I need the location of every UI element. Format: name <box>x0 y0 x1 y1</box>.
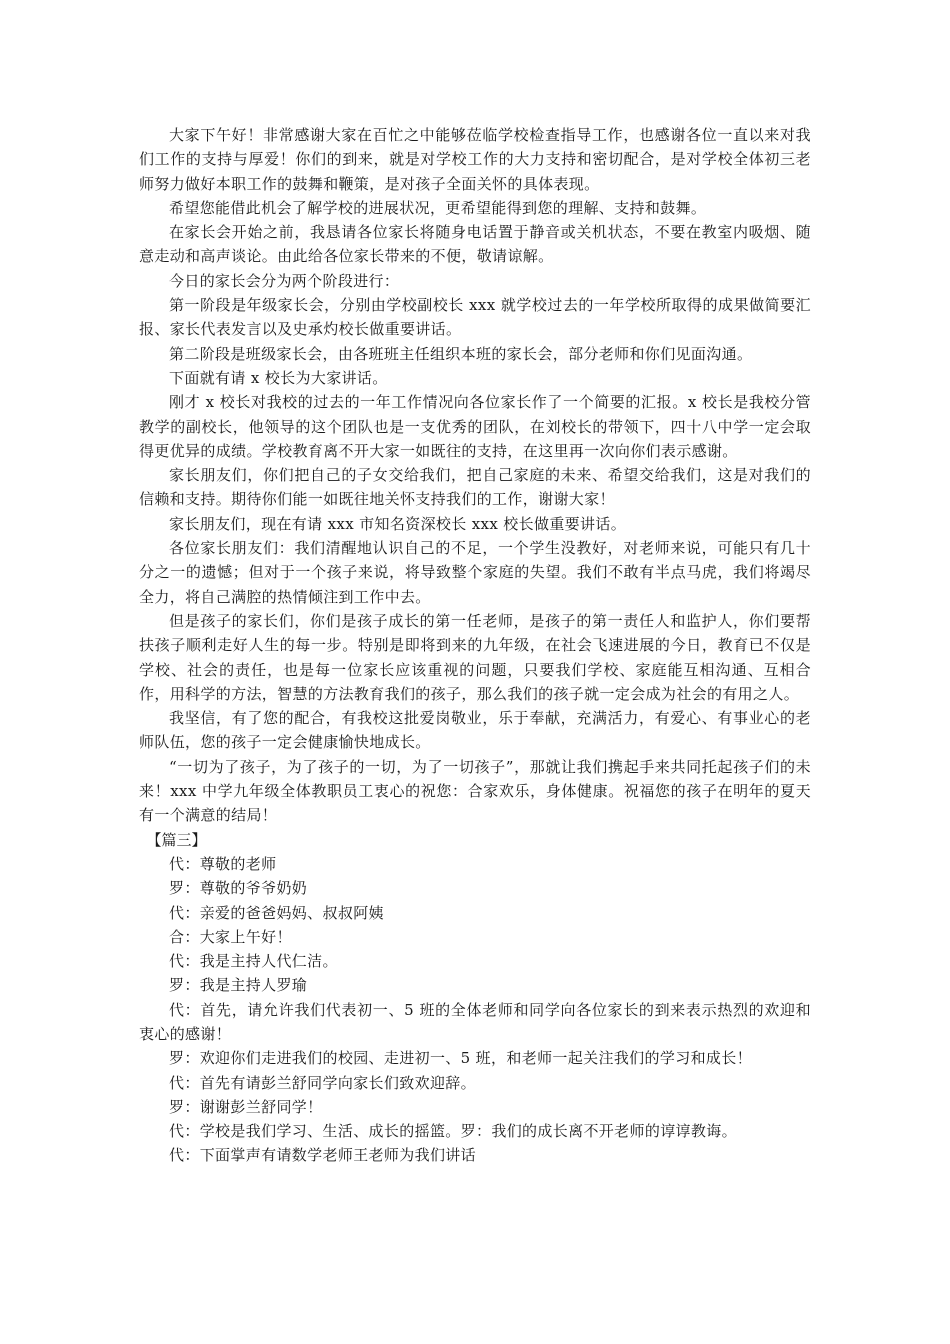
document-body <box>139 123 811 1168</box>
dialogue-line: 罗：谢谢彭兰舒同学！ <box>169 1097 323 1116</box>
paragraph: 家长朋友们，现在有请 xxx 市知名资深校长 xxx 校长做重要讲话。 <box>169 514 627 533</box>
paragraph: 各位家长朋友们：我们清醒地认识自己的不足，一个学生没教好，对老师来说，可能只有几十分之一的遗憾；但对于一个孩子来说，将导致整个家庭的失望。我们不敢有半点马虎，我们将竭尽全力，将自己满腔的热情倾注到工作中去。 <box>139 539 811 606</box>
paragraph: 但是孩子的家长们，你们是孩子成长的第一任老师，是孩子的第一责任人和监护人，你们要帮扶孩子顺利走好人生的每一步。特别是即将到来的九年级，在社会飞速进展的今日，教育已不仅是学校、社会的责任，也是每一位家长应该重视的问题，只要我们学校、家庭能互相沟通、互相合作，用科学的方法，智慧的方法教育我们的孩子，那么我们的孩子就一定会成为社会的有用之人。 <box>139 611 811 703</box>
paragraph: 在家长会开始之前，我恳请各位家长将随身电话置于静音或关机状态，不要在教室内吸烟、随意走动和高声谈论。由此给各位家长带来的不便，敬请谅解。 <box>139 223 811 266</box>
dialogue-line: 罗：尊敬的爷爷奶奶 <box>169 879 308 898</box>
paragraph: 家长朋友们，你们把自己的子女交给我们，把自己家庭的未来、希望交给我们，这是对我们的信赖和支持。期待你们能一如既往地关怀支持我们的工作，谢谢大家！ <box>139 466 811 509</box>
dialogue-line: 代：学校是我们学习、生活、成长的摇篮。罗：我们的成长离不开老师的谆谆教诲。 <box>169 1122 737 1141</box>
dialogue-line: 合：大家上午好！ <box>169 927 292 946</box>
dialogue-line: 代：下面掌声有请数学老师王老师为我们讲话 <box>169 1146 477 1165</box>
paragraph: 我坚信，有了您的配合，有我校这批爱岗敬业，乐于奉献，充满活力，有爱心、有事业心的老师队伍，您的孩子一定会健康愉快地成长。 <box>139 709 811 752</box>
dialogue-line: 代：亲爱的爸爸妈妈、叔叔阿姨 <box>169 903 384 922</box>
dialogue-line: 代：尊敬的老师 <box>169 854 277 873</box>
paragraph: 刚才 x 校长对我校的过去的一年工作情况向各位家长作了一个简要的汇报。x 校长是我校分管教学的副校长，他领导的这个团队也是一支优秀的团队，在刘校长的带领下，四十八中学一定会取得更优异的成绩。学校教育离不开大家一如既往的支持，在这里再一次向你们表示感谢。 <box>139 393 811 460</box>
paragraph: “一切为了孩子，为了孩子的一切，为了一切孩子”，那就让我们携起手来共同托起孩子们的未来！xxx 中学九年级全体教职员工衷心的祝您：合家欢乐，身体健康。祝福您的孩子在明年的夏天有一个满意的结局！ <box>139 757 811 825</box>
paragraph: 第一阶段是年级家长会，分别由学校副校长 xxx 就学校过去的一年学校所取得的成果做简要汇报、家长代表发言以及史承灼校长做重要讲话。 <box>139 296 811 339</box>
paragraph: 希望您能借此机会了解学校的进展状况，更希望能得到您的理解、支持和鼓舞。 <box>169 198 707 217</box>
paragraph: 第二阶段是班级家长会，由各班班主任组织本班的家长会，部分老师和你们见面沟通。 <box>169 344 753 363</box>
paragraph: 下面就有请 x 校长为大家讲话。 <box>169 368 388 387</box>
dialogue-line: 罗：我是主持人罗瑜 <box>169 976 308 995</box>
dialogue-line: 代：首先有请彭兰舒同学向家长们致欢迎辞。 <box>169 1073 477 1092</box>
paragraph: 今日的家长会分为两个阶段进行： <box>169 271 400 290</box>
paragraph: 大家下午好！非常感谢大家在百忙之中能够莅临学校检查指导工作，也感谢各位一直以来对我们工作的支持与厚爱！你们的到来，就是对学校工作的大力支持和密切配合，是对学校全体初三老师努力做好本职工作的鼓舞和鞭策，是对孩子全面关怀的具体表现。 <box>139 126 811 193</box>
dialogue-line: 代：我是主持人代仁洁。 <box>169 952 338 971</box>
dialogue-line: 罗：欢迎你们走进我们的校园、走进初一、5 班，和老师一起关注我们的学习和成长！ <box>169 1049 752 1068</box>
section-heading: 【篇三】 <box>146 830 207 849</box>
dialogue-line: 代：首先，请允许我们代表初一、5 班的全体老师和同学向各位家长的到来表示热烈的欢迎和衷心的感谢！ <box>139 1000 811 1043</box>
